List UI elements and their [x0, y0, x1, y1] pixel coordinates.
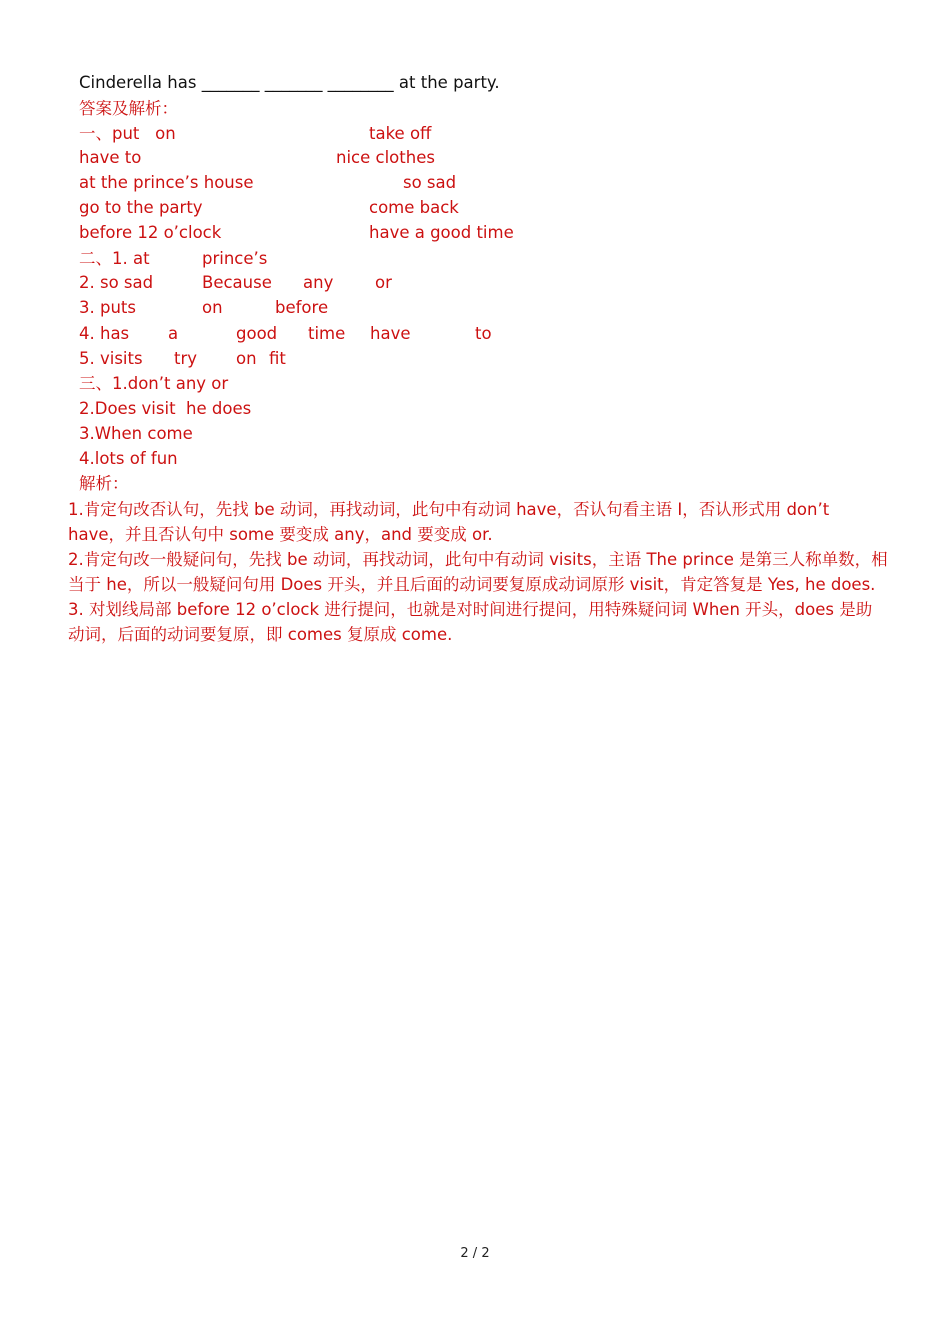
analysis-paragraph-1: 1.肯定句改否认句，先找 be 动词，再找动词，此句中有动词 have，否认句看主语 I，否认形式用 don’t have，并且否认句中 some 要变成 any，and 要变成 or.: [68, 500, 830, 544]
s2-r2-c1: 2. so sad: [79, 273, 154, 292]
s2-r3-c1: 3. puts: [79, 298, 136, 317]
s2-r4-c4: time: [308, 324, 346, 343]
s2-r4-c5: have: [370, 324, 411, 343]
s2-r5-c2: try: [174, 349, 198, 368]
answers-heading: 答案及解析：: [79, 99, 178, 118]
s2-r4-c1: 4. has: [79, 324, 130, 343]
s1-r3-c1: at the prince’s house: [79, 173, 254, 192]
page-number: 2 / 2: [460, 1246, 490, 1261]
s2-r1-c2: prince’s: [202, 249, 268, 268]
analysis-heading: 解析：: [79, 474, 129, 493]
s2-r3-c2: on: [202, 298, 223, 317]
analysis-paragraph-2: 2.肯定句改一般疑问句，先找 be 动词，再找动词，此句中有动词 visits，主语 The prince 是第三人称单数，相当于 he，所以一般疑问句用 Does 开头，并且后面的动词要复原成动词原形 visit，肯定答复是 Yes, he does.: [68, 550, 888, 594]
s2-r2-c2: Because: [202, 273, 272, 292]
s1-r5-c1: before 12 o’clock: [79, 223, 222, 242]
s2-r2-c3: any: [303, 273, 334, 292]
s3-item-3: 3.When come: [79, 424, 193, 443]
s1-r1-c1: 一、put on: [79, 124, 176, 143]
s2-r5-c4: fit: [269, 349, 286, 368]
s2-r4-c2: a: [168, 324, 179, 343]
s2-r4-c3: good: [236, 324, 278, 343]
s3-item-1: 三、1.don’t any or: [79, 374, 229, 393]
s1-r5-c2: have a good time: [369, 223, 514, 242]
s1-r1-c2: take off: [369, 124, 432, 143]
s1-r4-c2: come back: [369, 198, 459, 217]
s3-item-4: 4.lots of fun: [79, 449, 178, 468]
s2-r5-c1: 5. visits: [79, 349, 143, 368]
s3-item-2: 2.Does visit he does: [79, 399, 252, 418]
intro-sentence: Cinderella has _______ _______ ________ at the party.: [79, 73, 500, 92]
s2-r1-c1: 二、1. at: [79, 249, 150, 268]
s2-r2-c4: or: [375, 273, 392, 292]
s1-r3-c2: so sad: [403, 173, 457, 192]
s1-r2-c2: nice clothes: [336, 148, 435, 167]
s1-r2-c1: have to: [79, 148, 142, 167]
s2-r3-c3: before: [275, 298, 329, 317]
s2-r4-c6: to: [475, 324, 492, 343]
s1-r4-c1: go to the party: [79, 198, 203, 217]
s2-r5-c3: on: [236, 349, 257, 368]
analysis-paragraph-3: 3. 对划线局部 before 12 o’clock 进行提问，也就是对时间进行提问，用特殊疑问词 When 开头，does 是助动词，后面的动词要复原，即 comes 复原成 come.: [68, 600, 873, 644]
